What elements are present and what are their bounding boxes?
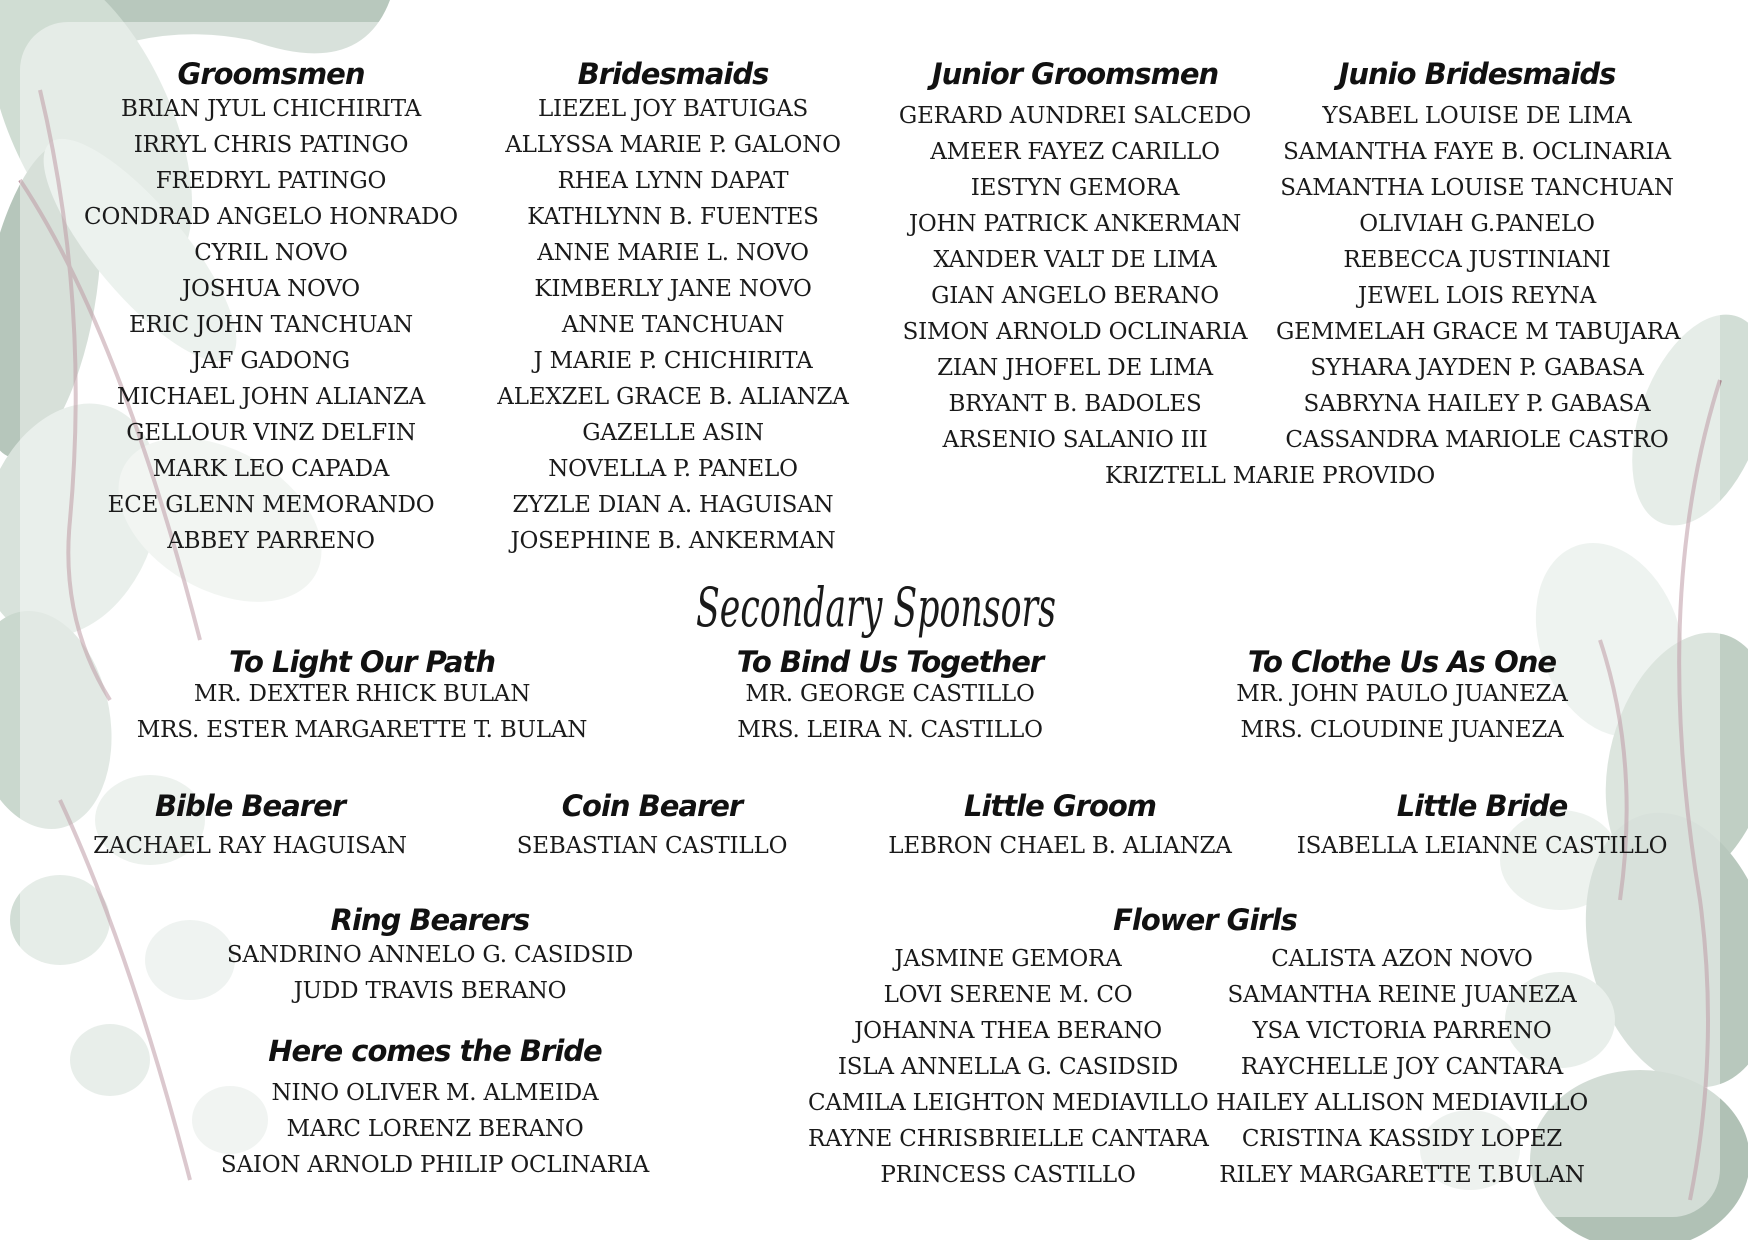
list-item: MRS. LEIRA N. CASTILLO bbox=[737, 717, 1043, 743]
bridesmaids-section bbox=[472, 56, 874, 559]
secondary-sponsors-title bbox=[690, 574, 1062, 644]
bridesmaids-list bbox=[472, 91, 874, 559]
list-item: RAYCHELLE JOY CANTARA bbox=[1240, 1054, 1564, 1080]
list-item: XANDER VALT DE LIMA bbox=[933, 247, 1217, 273]
little-bride-section bbox=[1292, 788, 1672, 864]
little-bride-list bbox=[1292, 828, 1672, 864]
list-item: BRIAN JYUL CHICHIRITA bbox=[120, 96, 422, 122]
list-item: NOVELLA P. PANELO bbox=[548, 456, 798, 482]
little-groom-list bbox=[870, 828, 1250, 864]
list-item: GERARD AUNDREI SALCEDO bbox=[898, 103, 1252, 129]
junior-groomsmen-heading: Junior Groomsmen bbox=[931, 57, 1219, 91]
list-item: ISLA ANNELLA G. CASIDSID bbox=[837, 1054, 1179, 1080]
list-item: ZACHAEL RAY HAGUISAN bbox=[93, 833, 407, 859]
list-item: REBECCA JUSTINIANI bbox=[1343, 247, 1611, 273]
list-item: MR. JOHN PAULO JUANEZA bbox=[1236, 681, 1568, 707]
list-item: MR. DEXTER RHICK BULAN bbox=[193, 681, 531, 707]
list-item: ABBEY PARRENO bbox=[167, 528, 375, 554]
light-path-section bbox=[112, 644, 612, 748]
list-item: BRYANT B. BADOLES bbox=[948, 391, 1202, 417]
groomsmen-section bbox=[70, 56, 472, 559]
list-item: ANNE TANCHUAN bbox=[561, 312, 785, 338]
list-item: ALEXZEL GRACE B. ALIANZA bbox=[497, 384, 849, 410]
list-item: SAMANTHA FAYE B. OCLINARIA bbox=[1283, 139, 1671, 165]
bridesmaids-heading: Bridesmaids bbox=[577, 57, 769, 91]
flower-girls-left-column bbox=[808, 941, 1208, 1193]
list-item: CRISTINA KASSIDY LOPEZ bbox=[1241, 1126, 1563, 1152]
list-item: SYHARA JAYDEN P. GABASA bbox=[1310, 355, 1644, 381]
list-item: GEMMELAH GRACE M TABUJARA bbox=[1276, 319, 1681, 345]
list-item: ECE GLENN MEMORANDO bbox=[107, 492, 435, 518]
list-item: JOHANNA THEA BERANO bbox=[854, 1018, 1162, 1044]
list-item: RILEY MARGARETTE T.BULAN bbox=[1219, 1162, 1585, 1188]
ring-bearers-list bbox=[210, 937, 650, 1009]
ring-bearers-section bbox=[210, 902, 650, 1009]
list-item: KIMBERLY JANE NOVO bbox=[534, 276, 812, 302]
list-item: YSA VICTORIA PARRENO bbox=[1252, 1018, 1552, 1044]
list-item: CYRIL NOVO bbox=[194, 240, 348, 266]
bible-bearer-section bbox=[80, 788, 420, 864]
list-item: MARK LEO CAPADA bbox=[152, 456, 390, 482]
list-item: CAMILA LEIGHTON MEDIAVILLO bbox=[808, 1090, 1209, 1116]
list-item: JAF GADONG bbox=[192, 348, 350, 374]
bind-together-list bbox=[660, 676, 1120, 748]
list-item: SANDRINO ANNELO G. CASIDSID bbox=[226, 942, 634, 968]
list-item: ZYZLE DIAN A. HAGUISAN bbox=[512, 492, 834, 518]
bible-bearer-list bbox=[80, 828, 420, 864]
list-item: ISABELLA LEIANNE CASTILLO bbox=[1296, 833, 1668, 859]
list-item: SIMON ARNOLD OCLINARIA bbox=[902, 319, 1248, 345]
list-item: HAILEY ALLISON MEDIAVILLO bbox=[1215, 1090, 1589, 1116]
list-item: ZIAN JHOFEL DE LIMA bbox=[937, 355, 1213, 381]
list-item: JASMINE GEMORA bbox=[894, 946, 1122, 972]
list-item: MRS. CLOUDINE JUANEZA bbox=[1240, 717, 1564, 743]
here-comes-bride-heading: Here comes the Bride bbox=[268, 1034, 602, 1068]
bible-bearer-heading: Bible Bearer bbox=[154, 789, 346, 823]
list-item: OLIVIAH G.PANELO bbox=[1359, 211, 1595, 237]
list-item: ANNE MARIE L. NOVO bbox=[537, 240, 809, 266]
list-item: NINO OLIVER M. ALMEIDA bbox=[271, 1080, 599, 1106]
list-item: RHEA LYNN DAPAT bbox=[557, 168, 789, 194]
list-item: MR. GEORGE CASTILLO bbox=[745, 681, 1035, 707]
junior-bridesmaids-heading: Junio Bridesmaids bbox=[1338, 57, 1616, 91]
coin-bearer-section bbox=[482, 788, 822, 864]
list-item: MRS. ESTER MARGARETTE T. BULAN bbox=[136, 717, 588, 743]
list-item: GIAN ANGELO BERANO bbox=[931, 283, 1219, 309]
ring-bearers-heading: Ring Bearers bbox=[330, 903, 530, 937]
list-item: SAMANTHA REINE JUANEZA bbox=[1227, 982, 1577, 1008]
list-item: LIEZEL JOY BATUIGAS bbox=[537, 96, 809, 122]
list-item: SAION ARNOLD PHILIP OCLINARIA bbox=[220, 1152, 650, 1178]
list-item: JOSEPHINE B. ANKERMAN bbox=[510, 528, 836, 554]
flower-girls-heading: Flower Girls bbox=[1113, 903, 1297, 937]
junior-bridesmaids-section bbox=[1276, 56, 1681, 458]
groomsmen-heading: Groomsmen bbox=[177, 57, 365, 91]
clothe-one-heading: To Clothe Us As One bbox=[1247, 645, 1557, 679]
list-item: GELLOUR VINZ DELFIN bbox=[126, 420, 416, 446]
junior-groomsmen-section bbox=[874, 56, 1276, 458]
groomsmen-list bbox=[70, 91, 472, 559]
list-item: MICHAEL JOHN ALIANZA bbox=[116, 384, 426, 410]
flower-girls-section bbox=[1000, 902, 1410, 938]
flower-girls-left-list bbox=[808, 941, 1208, 1193]
list-item: MARC LORENZ BERANO bbox=[286, 1116, 584, 1142]
coin-bearer-list bbox=[482, 828, 822, 864]
list-item: FREDRYL PATINGO bbox=[155, 168, 387, 194]
list-item: SABRYNA HAILEY P. GABASA bbox=[1303, 391, 1651, 417]
list-item: KATHLYNN B. FUENTES bbox=[527, 204, 819, 230]
list-item: J MARIE P. CHICHIRITA bbox=[533, 348, 813, 374]
list-item: LOVI SERENE M. CO bbox=[883, 982, 1133, 1008]
list-item: SEBASTIAN CASTILLO bbox=[516, 833, 788, 859]
list-item: JOSHUA NOVO bbox=[182, 276, 360, 302]
flower-girls-right-list bbox=[1202, 941, 1602, 1193]
bind-together-heading: To Bind Us Together bbox=[736, 645, 1044, 679]
list-item: CALISTA AZON NOVO bbox=[1271, 946, 1533, 972]
list-item: ARSENIO SALANIO III bbox=[942, 427, 1208, 453]
list-item: AMEER FAYEZ CARILLO bbox=[930, 139, 1220, 165]
light-path-list bbox=[112, 676, 612, 748]
list-item: PRINCESS CASTILLO bbox=[880, 1162, 1136, 1188]
list-item: IESTYN GEMORA bbox=[970, 175, 1180, 201]
list-item: LEBRON CHAEL B. ALIANZA bbox=[888, 833, 1232, 859]
bind-together-section bbox=[660, 644, 1120, 748]
list-item: RAYNE CHRISBRIELLE CANTARA bbox=[808, 1126, 1209, 1152]
junior-groomsmen-list bbox=[874, 98, 1276, 458]
here-comes-bride-list bbox=[200, 1075, 670, 1183]
list-item: CASSANDRA MARIOLE CASTRO bbox=[1285, 427, 1669, 453]
list-item: ALLYSSA MARIE P. GALONO bbox=[505, 132, 841, 158]
little-bride-heading: Little Bride bbox=[1396, 789, 1568, 823]
light-path-heading: To Light Our Path bbox=[228, 645, 496, 679]
flower-girls-right-column bbox=[1202, 941, 1602, 1193]
clothe-one-section bbox=[1182, 644, 1622, 748]
list-item: GAZELLE ASIN bbox=[582, 420, 764, 446]
junior-bridesmaids-list bbox=[1276, 98, 1681, 458]
list-item: YSABEL LOUISE DE LIMA bbox=[1322, 103, 1632, 129]
list-item: JOHN PATRICK ANKERMAN bbox=[908, 211, 1242, 237]
junior-extra-section bbox=[1000, 458, 1540, 494]
junior-extra-list bbox=[1000, 458, 1540, 494]
list-item: IRRYL CHRIS PATINGO bbox=[133, 132, 409, 158]
clothe-one-list bbox=[1182, 676, 1622, 748]
here-comes-bride-section bbox=[200, 1033, 670, 1183]
coin-bearer-heading: Coin Bearer bbox=[561, 789, 743, 823]
list-item: SAMANTHA LOUISE TANCHUAN bbox=[1280, 175, 1674, 201]
list-item: JUDD TRAVIS BERANO bbox=[293, 978, 567, 1004]
list-item: ERIC JOHN TANCHUAN bbox=[129, 312, 413, 338]
little-groom-section bbox=[870, 788, 1250, 864]
list-item: CONDRAD ANGELO HONRADO bbox=[84, 204, 458, 230]
list-item: JEWEL LOIS REYNA bbox=[1357, 283, 1597, 309]
little-groom-heading: Little Groom bbox=[963, 789, 1157, 823]
secondary-sponsors-text: Secondary Sponsors bbox=[696, 576, 1056, 639]
list-item: KRIZTELL MARIE PROVIDO bbox=[1104, 463, 1436, 489]
